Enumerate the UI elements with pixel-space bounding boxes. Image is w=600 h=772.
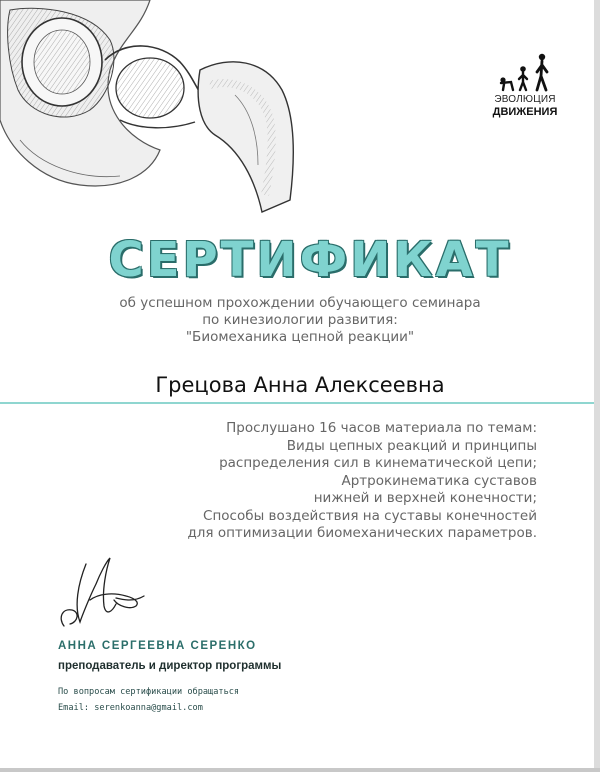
certificate-subtitle [0,295,600,346]
topic-line: нижней и верхней конечности; [313,490,537,506]
brand-logo [480,52,570,124]
evolution-figures-icon [495,52,555,92]
contact-email[interactable]: Email: serenkoanna@gmail.com [58,703,203,713]
topic-line: Виды цепных реакций и принципы [286,437,537,454]
name-divider [0,402,594,404]
handwritten-signature [56,556,146,632]
hip-joint-illustration [0,0,300,220]
topic-line: распределения сил в кинематической цепи; [219,455,537,471]
topic-line: Артрокинематика суставов [341,472,537,489]
course-topics [117,420,537,543]
topic-line: Прослушано 16 часов материала по темам: [226,420,537,436]
subtitle-line: по кинезиологии развития: [202,312,398,328]
subtitle-line: об успешном прохождении обучающего семинара [119,295,481,311]
signer-name: АННА СЕРГЕЕВНА СЕРЕНКО [58,640,257,652]
logo-text-line1: ЭВОЛЮЦИЯ [494,94,556,105]
contact-note: По вопросам сертификации обращаться [58,687,240,697]
signer-role: преподаватель и директор программы [58,660,282,672]
topic-line: для оптимизации биомеханических параметров. [187,525,537,541]
logo-text-line2: ДВИЖЕНИЯ [492,106,558,118]
topic-line: Способы воздействия на суставы конечностей [203,507,537,524]
page-edge-shadow [594,0,600,772]
subtitle-line: "Биомеханика цепной реакции" [185,329,415,345]
page-bottom-edge [0,768,600,772]
recipient-name: Грецова Анна Алексеевна [155,373,445,397]
certificate-title: СЕРТИФИКАТ [108,232,512,288]
